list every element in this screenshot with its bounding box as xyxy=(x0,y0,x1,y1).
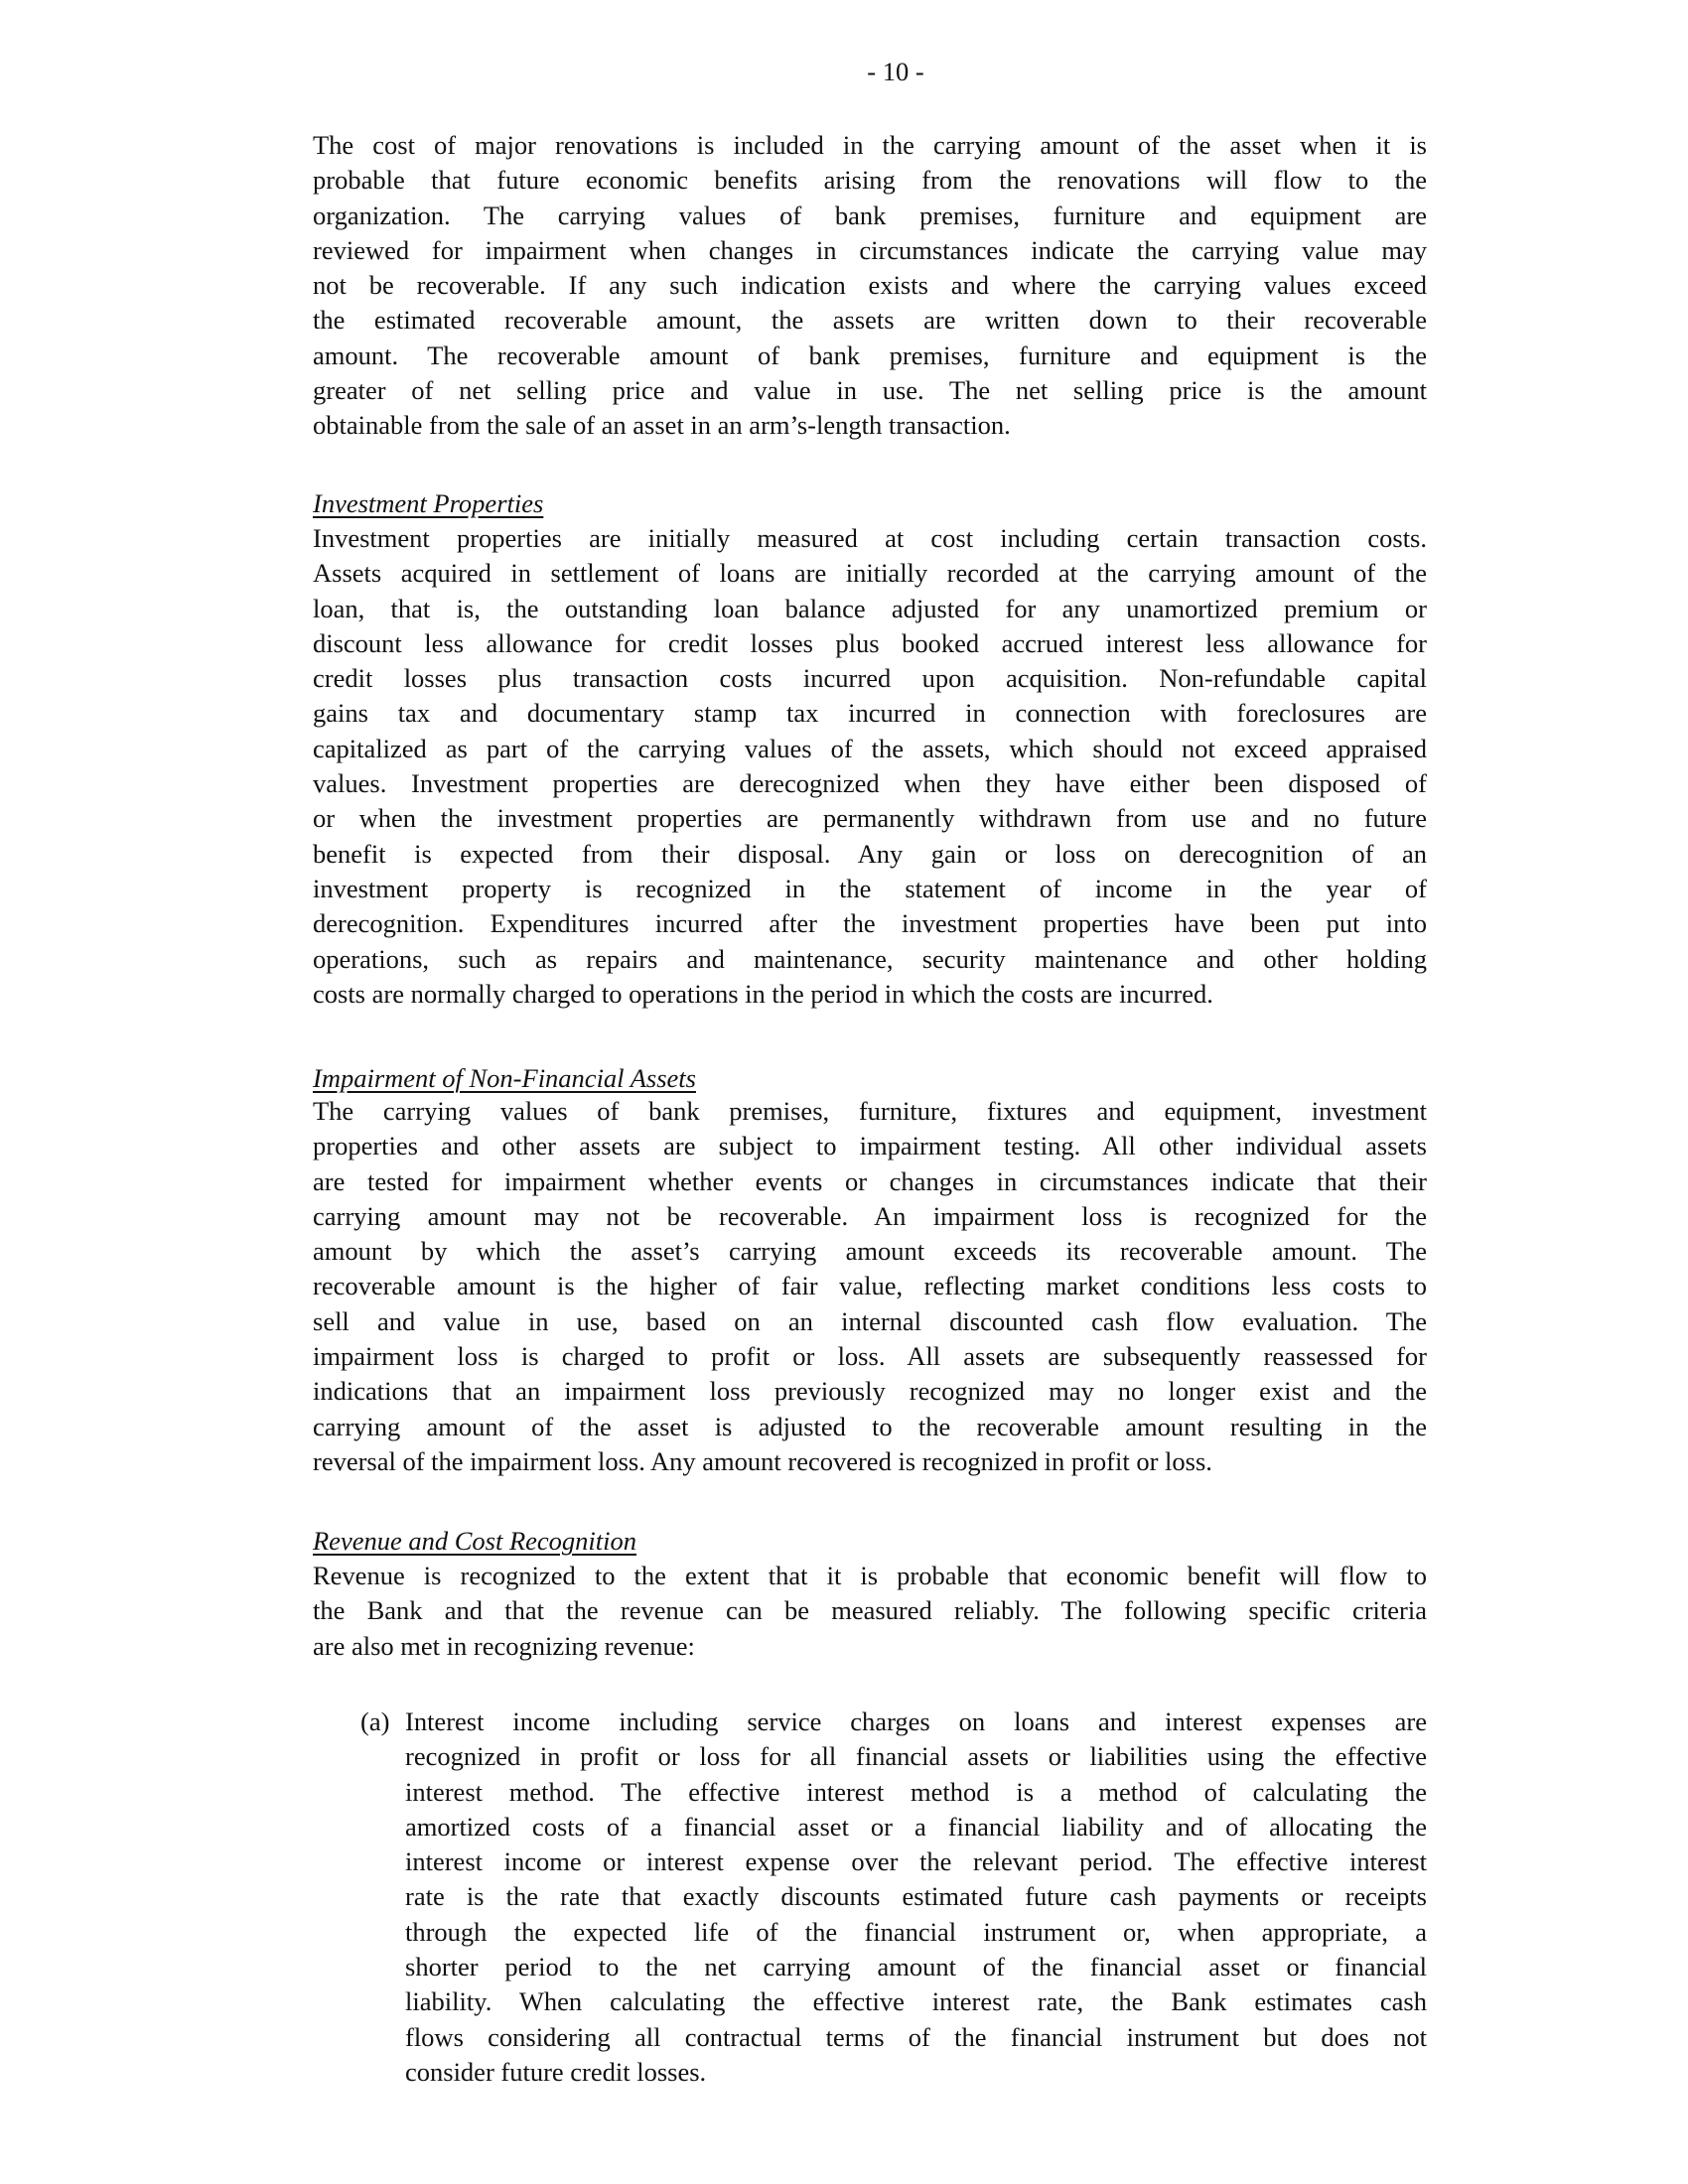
paragraph-line: credit losses plus transaction costs incurred upon acquisition. Non-refundable capital xyxy=(313,663,1427,694)
paragraph-line: amount. The recoverable amount of bank premises, furniture and equipment is the xyxy=(313,340,1427,370)
paragraph-line: The cost of major renovations is included in the carrying amount of the asset when it is xyxy=(313,130,1427,160)
paragraph-line: capitalized as part of the carrying values of the assets, which should not exceed appraised xyxy=(313,733,1427,763)
heading-impairment: Impairment of Non-Financial Assets xyxy=(313,1063,696,1093)
paragraph-line: amount by which the asset’s carrying amount exceeds its recoverable amount. The xyxy=(313,1236,1427,1267)
paragraph-line: consider future credit losses. xyxy=(405,2056,707,2087)
paragraph-line: derecognition. Expenditures incurred after the investment properties have been put into xyxy=(313,908,1427,939)
paragraph-line: amortized costs of a financial asset or a financial liability and of allocating the xyxy=(405,1811,1427,1842)
paragraph-line: organization. The carrying values of bank premises, furniture and equipment are xyxy=(313,200,1427,230)
paragraph-line: rate is the rate that exactly discounts estimated future cash payments or receipts xyxy=(405,1881,1427,1912)
heading-investment-properties: Investment Properties xyxy=(313,488,544,518)
paragraph-line: Investment properties are initially measured at cost including certain transaction costs. xyxy=(313,523,1427,553)
paragraph-line: recognized in profit or loss for all financial assets or liabilities using the effective xyxy=(405,1741,1427,1772)
paragraph-line: carrying amount may not be recoverable. An impairment loss is recognized for the xyxy=(313,1200,1427,1231)
list-item-body xyxy=(405,1705,1427,2090)
paragraph-line: are tested for impairment whether events or changes in circumstances indicate that their xyxy=(313,1165,1427,1196)
paragraph-line: interest income or interest expense over the relevant period. The effective interest xyxy=(405,1846,1427,1877)
paragraph-line: interest method. The effective interest method is a method of calculating the xyxy=(405,1776,1427,1807)
revenue-paragraph xyxy=(313,1559,1427,1664)
paragraph-line: carrying amount of the asset is adjusted to the recoverable amount resulting in the xyxy=(313,1411,1427,1441)
paragraph-line: not be recoverable. If any such indication exists and where the carrying values exceed xyxy=(313,270,1427,301)
intro-paragraph xyxy=(313,128,1427,444)
paragraph-line: recoverable amount is the higher of fair value, reflecting market conditions less costs to xyxy=(313,1271,1427,1301)
paragraph-line: probable that future economic benefits arising from the renovations will flow to the xyxy=(313,165,1427,196)
paragraph-line: reversal of the impairment loss. Any amount recovered is recognized in profit or loss. xyxy=(313,1445,1212,1476)
list-item-label: (a) xyxy=(360,1706,390,1736)
paragraph-line: are also met in recognizing revenue: xyxy=(313,1630,695,1661)
paragraph-line: loan, that is, the outstanding loan balance adjusted for any unamortized premium or xyxy=(313,593,1427,623)
paragraph-line: costs are normally charged to operations in the period in which the costs are incurred. xyxy=(313,978,1213,1009)
paragraph-line: the estimated recoverable amount, the assets are written down to their recoverable xyxy=(313,305,1427,336)
paragraph-line: benefit is expected from their disposal. Any gain or loss on derecognition of an xyxy=(313,838,1427,869)
paragraph-line: reviewed for impairment when changes in circumstances indicate the carrying value may xyxy=(313,234,1427,265)
impairment-paragraph xyxy=(313,1094,1427,1479)
paragraph-line: flows considering all contractual terms of the financial instrument but does not xyxy=(405,2021,1427,2052)
paragraph-line: Interest income including service charges on loans and interest expenses are xyxy=(405,1706,1427,1736)
paragraph-line: discount less allowance for credit losses plus booked accrued interest less allowance for xyxy=(313,627,1427,658)
paragraph-line: shorter period to the net carrying amount of the financial asset or financial xyxy=(405,1952,1427,1982)
paragraph-line: Assets acquired in settlement of loans are initially recorded at the carrying amount of the xyxy=(313,558,1427,589)
paragraph-line: greater of net selling price and value in use. The net selling price is the amount xyxy=(313,375,1427,406)
paragraph-line: or when the investment properties are permanently withdrawn from use and no future xyxy=(313,803,1427,834)
paragraph-line: impairment loss is charged to profit or loss. All assets are subsequently reassessed for xyxy=(313,1341,1427,1372)
paragraph-line: properties and other assets are subject to impairment testing. All other individual assets xyxy=(313,1131,1427,1161)
paragraph-line: the Bank and that the revenue can be measured reliably. The following specific criteria xyxy=(313,1595,1427,1626)
paragraph-line: values. Investment properties are derecognized when they have either been disposed of xyxy=(313,768,1427,799)
paragraph-line: gains tax and documentary stamp tax incurred in connection with foreclosures are xyxy=(313,698,1427,729)
investment-properties-paragraph xyxy=(313,521,1427,1012)
paragraph-line: through the expected life of the financial instrument or, when appropriate, a xyxy=(405,1916,1427,1947)
paragraph-line: sell and value in use, based on an internal discounted cash flow evaluation. The xyxy=(313,1305,1427,1336)
paragraph-line: investment property is recognized in the statement of income in the year of xyxy=(313,873,1427,903)
paragraph-line: obtainable from the sale of an asset in an arm’s-length transaction. xyxy=(313,410,1011,441)
paragraph-line: liability. When calculating the effective interest rate, the Bank estimates cash xyxy=(405,1986,1427,2017)
paragraph-line: The carrying values of bank premises, furniture, fixtures and equipment, investment xyxy=(313,1096,1427,1126)
heading-revenue-recognition: Revenue and Cost Recognition xyxy=(313,1526,637,1556)
paragraph-line: indications that an impairment loss previously recognized may no longer exist and the xyxy=(313,1376,1427,1407)
paragraph-line: operations, such as repairs and maintenance, security maintenance and other holding xyxy=(313,943,1427,974)
page-number: - 10 - xyxy=(867,57,924,86)
paragraph-line: Revenue is recognized to the extent that it is probable that economic benefit will flow to xyxy=(313,1561,1427,1590)
